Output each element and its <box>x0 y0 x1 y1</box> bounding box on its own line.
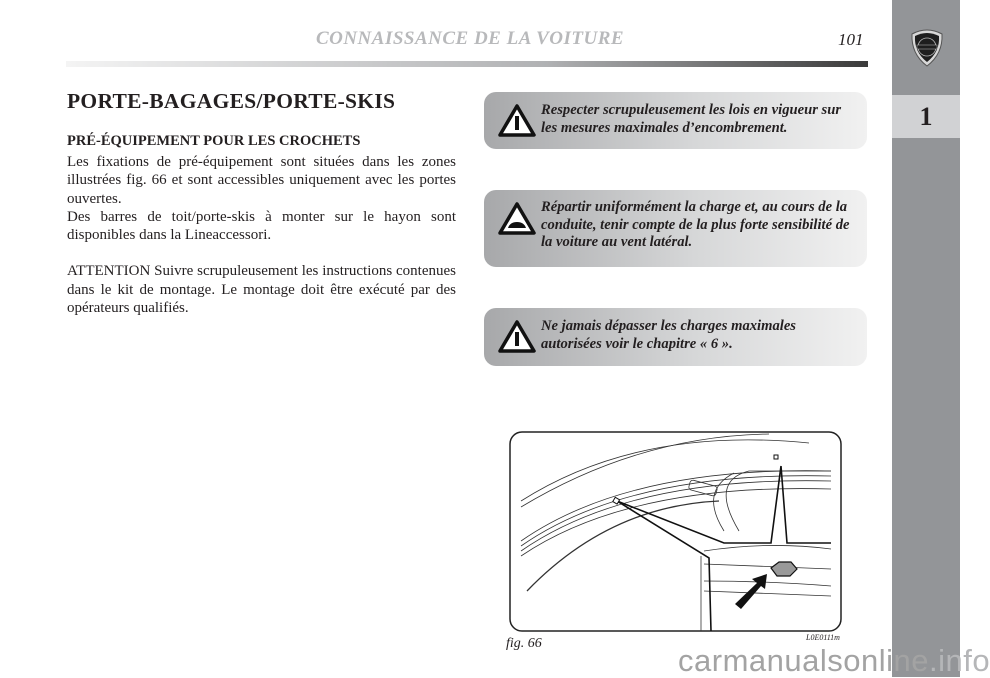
warning-triangle-icon <box>498 104 536 138</box>
section-subtitle: PRÉ-ÉQUIPEMENT POUR LES CROCHETS <box>67 133 361 149</box>
warning-text: Ne jamais dépasser les charges maximales autorisées voir le chapitre « 6 ». <box>541 318 796 352</box>
header-divider <box>66 61 868 67</box>
warning-text: Répartir uniformément la charge et, au cours de la conduite, tenir compte de la plus forte sensibilité de la voiture au vent latéral. <box>541 199 850 250</box>
warning-box <box>484 308 867 366</box>
paragraph: Des barres de toit/porte-skis à monter sur le hayon sont disponibles dans la Lineaccessori. <box>67 208 456 244</box>
warning-box <box>484 92 867 149</box>
warning-text: Respecter scrupuleusement les lois en vigueur sur les mesures maximales d’encombrement. <box>541 102 841 136</box>
warning-box <box>484 190 867 267</box>
chapter-tab-1[interactable]: 1 <box>892 95 960 138</box>
roof-rack-attachment-illustration <box>509 431 842 632</box>
figure-caption: fig. 66 <box>506 636 542 651</box>
car-load-warning-icon <box>498 202 536 236</box>
watermark <box>678 645 990 676</box>
running-header: CONNAISSANCE DE LA VOITURE <box>315 28 625 49</box>
paragraph: Les fixations de pré-équipement sont situées dans les zones illustrées fig. 66 et sont accessibles uniquement avec les portes ouvertes. <box>67 154 456 207</box>
watermark-main: carmanualsonline <box>678 643 929 678</box>
body-text <box>67 153 456 317</box>
figure-code: L0E0111m <box>806 633 840 642</box>
section-title: PORTE-BAGAGES/PORTE-SKIS <box>67 89 396 113</box>
paragraph: ATTENTION Suivre scrupuleusement les instructions contenues dans le kit de montage. Le montage doit être exécuté par des opérateurs qualifiés. <box>67 263 456 317</box>
lancia-logo-icon <box>910 28 944 68</box>
page-number: 101 <box>838 30 864 49</box>
warning-triangle-icon <box>498 320 536 354</box>
watermark-tail: .info <box>928 643 990 678</box>
